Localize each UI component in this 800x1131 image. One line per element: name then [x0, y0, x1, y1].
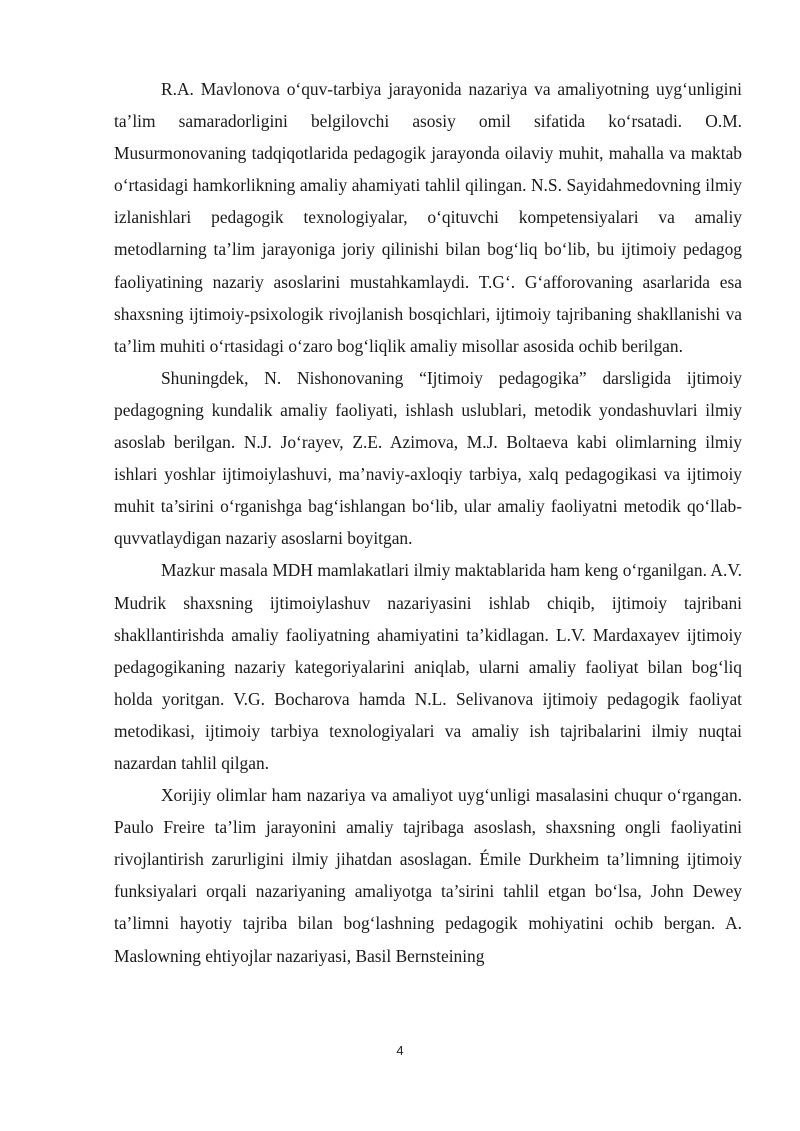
page-number: 4 — [396, 1043, 404, 1058]
paragraph-3: Mazkur masala MDH mamlakatlari ilmiy maktablarida ham keng o‘rganilgan. A.V. Mudrik shaxsning ijtimoiylashuv nazariyasini ishlab chiqib, ijtimoiy tajribani shakllantirishda amaliy faoliyatning ahamiyatini ta’kidlagan. L.V. Mardaxayev ijtimoiy pedagogikaning nazariy kategoriyalarini aniqlab, ularni amaliy faoliyat bilan bog‘liq holda yoritgan. V.G. Bocharova hamda N.L. Selivanova ijtimoiy pedagogik faoliyat metodikasi, ijtimoiy tarbiya texnologiyalari va amaliy ish tajribalarini ilmiy nuqtai nazardan tahlil qilgan. — [114, 560, 742, 773]
paragraph-2: Shuningdek, N. Nishonovaning “Ijtimoiy pedagogika” darsligida ijtimoiy pedagogning kundalik amaliy faoliyati, ishlash uslublari, metodik yondashuvlari ilmiy asoslab berilgan. N.J. Jo‘rayev, Z.E. Azimova, M.J. Boltaeva kabi olimlarning ilmiy ishlari yoshlar ijtimoiylashuvi, ma’naviy-axloqiy tarbiya, xalq pedagogikasi va ijtimoiy muhit ta’sirini o‘rganishga bag‘ishlangan bo‘lib, ular amaliy faoliyatni metodik qo‘llab-quvvatlaydigan nazariy asoslarni boyitgan. — [114, 367, 742, 549]
paragraph-4: Xorijiy olimlar ham nazariya va amaliyot uyg‘unligi masalasini chuqur o‘rgangan. Paulo Freire ta’lim jarayonini amaliy tajribaga asoslash, shaxsning ongli faoliyatini rivojlantirish zarurligini ilmiy jihatdan asoslagan. Émile Durkheim ta’limning ijtimoiy funksiyalari orqali nazariyaning amaliyotga ta’sirini tahlil etgan bo‘lsa, John Dewey ta’limni hayotiy tajriba bilan bog‘lashning pedagogik mohiyatini ochib bergan. A. Maslowning ehtiyojlar nazariyasi, Basil Bernsteining — [114, 785, 742, 966]
paragraph-1: R.A. Mavlonova o‘quv-tarbiya jarayonida nazariya va amaliyotning uyg‘unligini ta’lim samaradorligini belgilovchi asosiy omil sifatida ko‘rsatadi. O.M. Musurmonovaning tadqiqotlarida pedagogik jarayonda oilaviy muhit, mahalla va maktab o‘rtasidagi hamkorlikning amaliy ahamiyati tahlil qilingan. N.S. Sayidahmedovning ilmiy izlanishlari pedagogik texnologiyalar, o‘qituvchi kompetensiyalari va amaliy metodlarning ta’lim jarayoniga joriy qilinishi bilan bog‘liq bo‘lib, bu ijtimoiy pedagog faoliyatining nazariy asoslarini mustahkamlaydi. T.G‘. G‘afforovaning asarlarida esa shaxsning ijtimoiy-psixologik rivojlanish bosqichlari, ijtimoiy tajribaning shakllanishi va ta’lim muhiti o‘rtasidagi o‘zaro bog‘liqlik amaliy misollar asosida ochib berilgan. — [114, 79, 742, 356]
body-text — [114, 73, 742, 972]
